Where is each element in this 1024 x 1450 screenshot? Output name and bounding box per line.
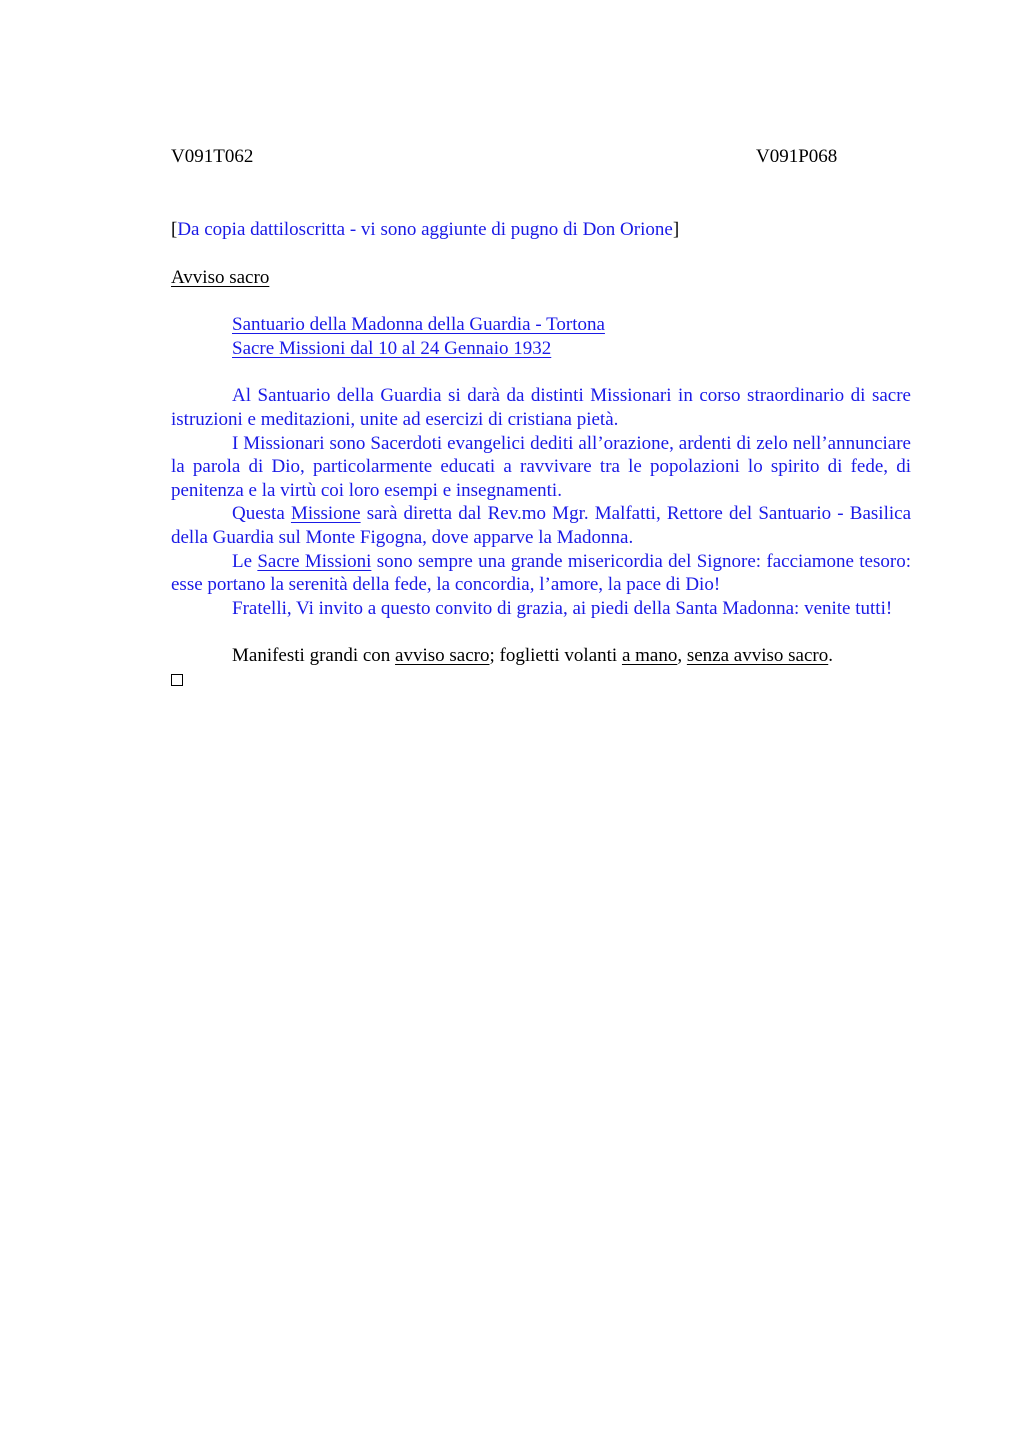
footer-note: [171, 644, 911, 668]
title-sanctuary: Santuario della Madonna della Guardia - Tortona: [232, 314, 605, 336]
note-close-bracket: ]: [672, 219, 680, 240]
footer-text-3: ,: [677, 645, 687, 667]
footer-a-mano: a mano: [621, 645, 678, 667]
paragraph-4-sacre-missioni: Sacre Missioni: [257, 550, 372, 572]
paragraph-3: [171, 502, 911, 549]
end-marker-square-icon: [171, 674, 183, 686]
title-line-2: [232, 337, 911, 361]
footer-senza-avviso-sacro: senza avviso sacro: [686, 645, 829, 667]
title-line-1: [232, 313, 911, 337]
footer-text-4: .: [828, 645, 833, 667]
note-text: Da copia dattiloscritta - vi sono aggiunte di pugno di Don Orione: [177, 219, 673, 240]
footer-text-1: Manifesti grandi con: [232, 645, 396, 667]
paragraph-3-start: Questa: [232, 503, 291, 525]
footer-avviso-sacro: avviso sacro: [395, 645, 490, 667]
document-code-right: V091P068: [756, 146, 838, 167]
source-note: [171, 218, 911, 242]
header-codes: [171, 145, 911, 171]
paragraph-1: Al Santuario della Guardia si darà da distinti Missionari in corso straordinario di sacre istruzioni e meditazioni, unite ad esercizi di cristiana pietà.: [171, 385, 911, 430]
document-code-left: V091T062: [171, 146, 254, 167]
event-titles: [171, 313, 911, 360]
paragraph-4: [171, 550, 911, 597]
title-dates: dal 10 al 24 Gennaio 1932: [345, 337, 552, 359]
paragraph-2: I Missionari sono Sacerdoti evangelici dediti all’orazione, ardenti di zelo nell’annunciare la parola di Dio, particolarmente educati a ravvivare tra le popolazioni lo spirito di fede, di penitenza e la virtù coi loro esempi e insegnamenti.: [171, 432, 911, 501]
paragraph-3-missione: Missione: [290, 503, 361, 525]
paragraph-3-end: sarà diretta dal Rev.mo Mgr. Malfatti, Rettore del Santuario - Basilica della Guardia sul Monte Figogna, dove apparve la Madonna.: [171, 503, 912, 548]
title-missions: Sacre Missioni: [232, 337, 346, 359]
document-heading: Avviso sacro: [171, 266, 270, 288]
paragraph-4-start: Le: [232, 550, 258, 572]
paragraph-4-end: sono sempre una grande misericordia del Signore: facciamone tesoro: esse portano la serenità della fede, la concordia, l’amore, la pace di Dio!: [171, 550, 911, 596]
footer-text-2: ; foglietti volanti: [489, 645, 622, 667]
note-open-bracket: [: [171, 219, 178, 240]
document-page: [171, 145, 911, 686]
body-text: [171, 384, 911, 620]
paragraph-5: Fratelli, Vi invito a questo convito di grazia, ai piedi della Santa Madonna: venite tutti!: [232, 597, 893, 619]
